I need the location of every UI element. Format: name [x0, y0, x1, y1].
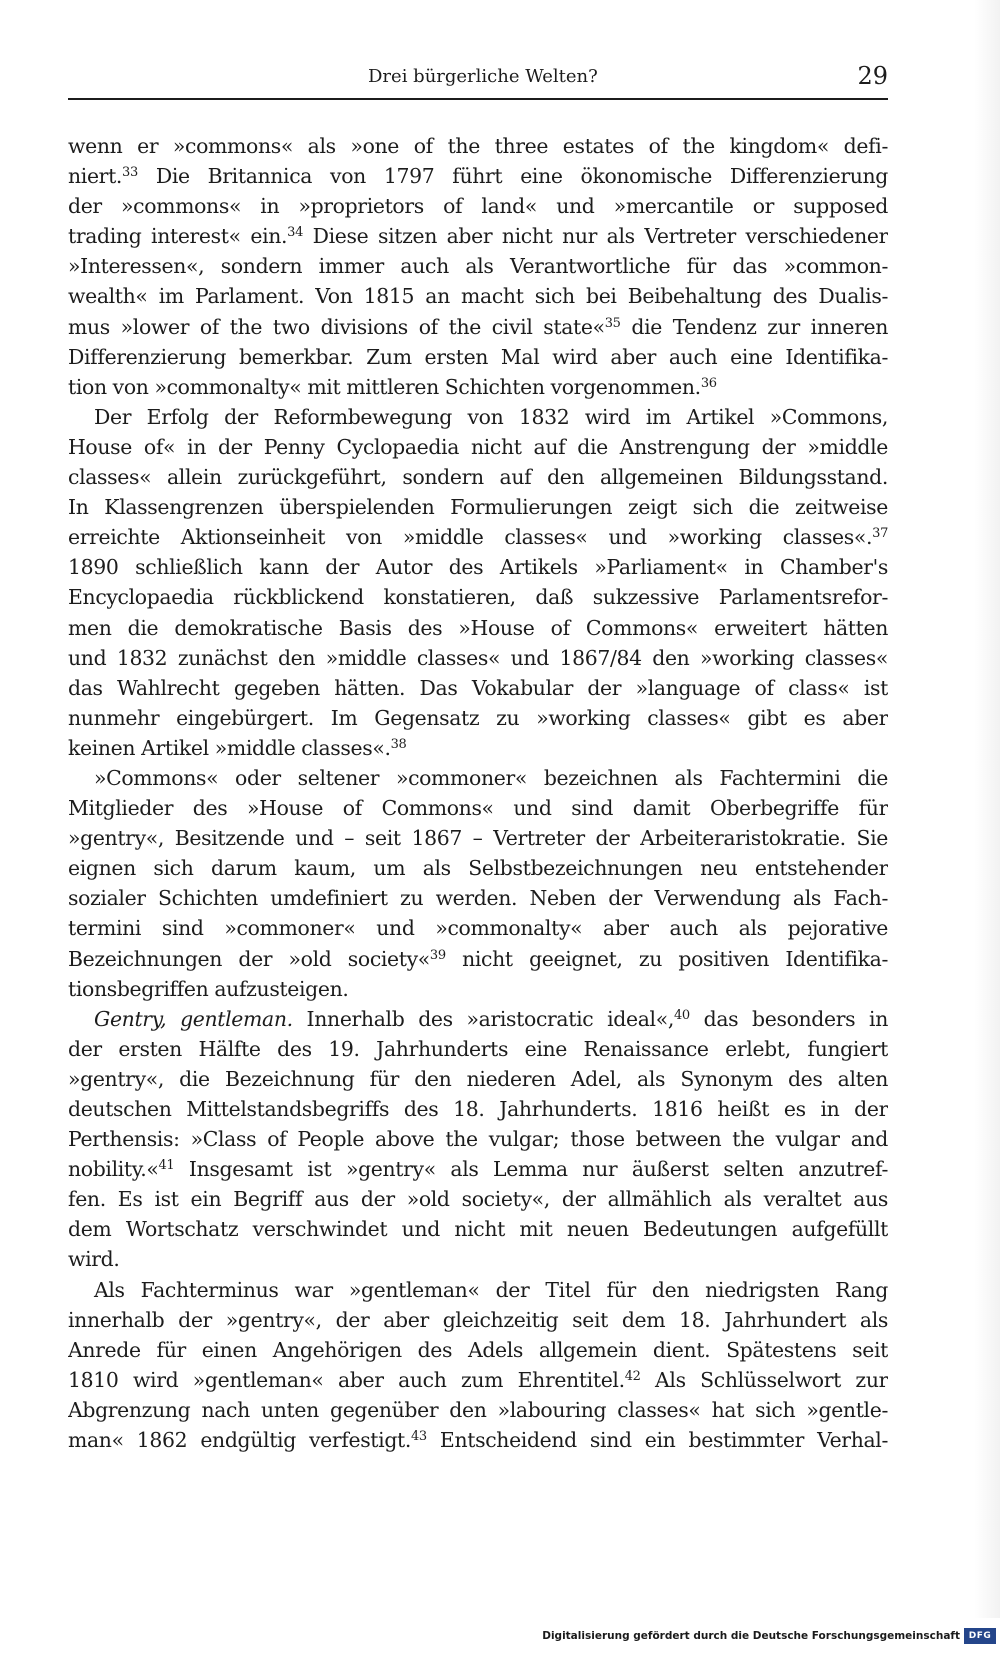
- page-number: 29: [857, 62, 888, 90]
- footnote-reference: 33: [122, 164, 138, 180]
- footnote-reference: 38: [390, 736, 407, 752]
- text-line: [68, 1425, 888, 1455]
- text-line: [68, 161, 888, 191]
- text-segment: Als Fachterminus war »gentleman« der Titel für den niedrigsten Rang: [94, 1277, 888, 1302]
- text-line: [68, 1184, 888, 1214]
- text-segment: »Commons« oder seltener »commoner« bezeichnen als Fachtermini die: [94, 765, 888, 790]
- dfg-logo: DFG: [964, 1628, 996, 1644]
- text-segment: Der Erfolg der Reformbewegung von 1832 wird im Artikel »Commons,: [94, 404, 888, 429]
- scan-edge-shadow: [974, 0, 1000, 1618]
- text-segment: »Interessen«, sondern immer auch als Verantwortliche für das »common-: [68, 254, 888, 279]
- text-line: [68, 1305, 888, 1335]
- text-line: [68, 883, 888, 913]
- text-line: [68, 974, 888, 1004]
- footnote-reference: 37: [872, 526, 888, 542]
- text-line: [68, 191, 888, 221]
- text-line: [68, 312, 888, 342]
- text-segment: tionsbegriffen aufzusteigen.: [68, 976, 349, 1001]
- body-text: [68, 131, 888, 1455]
- text-line: [68, 1094, 888, 1124]
- text-line: [68, 1365, 888, 1395]
- text-line: [68, 582, 888, 612]
- text-segment: sozialer Schichten umdefiniert zu werden. Neben der Verwendung als Fach-: [68, 886, 888, 911]
- digitization-footer: [0, 1618, 1000, 1660]
- footnote-reference: 42: [624, 1368, 641, 1384]
- footnote-reference: 34: [287, 225, 303, 241]
- text-line: [68, 944, 888, 974]
- text-line: [68, 853, 888, 883]
- text-segment: House of« in der Penny Cyclopaedia nicht auf die Anstrengung der »middle: [68, 434, 888, 459]
- text-segment: »gentry«, Besitzende und – seit 1867 – Vertreter der Arbeiteraristokratie. Sie: [68, 826, 888, 851]
- footnote-reference: 36: [700, 375, 717, 391]
- text-segment: keinen Artikel »middle classes«.: [68, 735, 391, 760]
- footnote-reference: 43: [411, 1428, 427, 1444]
- text-segment: innerhalb der »gentry«, der aber gleichzeitig seit dem 18. Jahrhundert als: [68, 1307, 888, 1332]
- section-keyword: Gentry, gentleman.: [94, 1006, 293, 1031]
- text-segment: trading interest« ein.: [68, 224, 288, 249]
- text-segment: men die demokratische Basis des »House of Commons« erweitert hätten: [68, 615, 888, 640]
- text-line: [68, 1124, 888, 1154]
- text-segment: deutschen Mittelstandsbegriffs des 18. Jahrhunderts. 1816 heißt es in der: [68, 1097, 888, 1121]
- text-segment: erreichte Aktionseinheit von »middle classes« und »working classes«.: [68, 525, 873, 550]
- running-title: Drei bürgerliche Welten?: [368, 66, 598, 87]
- text-line: [68, 733, 888, 763]
- text-line: [68, 1064, 888, 1094]
- text-line: [68, 1335, 888, 1365]
- text-segment: Diese sitzen aber nicht nur als Vertreter verschiedener: [303, 224, 888, 249]
- text-segment: mus »lower of the two divisions of the civil state«: [68, 314, 605, 339]
- text-segment: Perthensis: »Class of People above the vulgar; those between the vulgar and: [68, 1127, 888, 1152]
- text-segment: wird.: [68, 1247, 120, 1272]
- text-segment: das besonders in: [689, 1006, 888, 1031]
- text-segment: 1810 wird »gentleman« aber auch zum Ehrentitel.: [68, 1367, 625, 1392]
- footnote-reference: 39: [429, 947, 446, 963]
- text-segment: nunmehr eingebürgert. Im Gegensatz zu »working classes« gibt es aber: [68, 705, 888, 730]
- footnote-reference: 40: [673, 1007, 690, 1023]
- text-segment: In Klassengrenzen überspielenden Formulierungen zeigt sich die zeitweise: [68, 495, 888, 520]
- text-line: [68, 703, 888, 733]
- text-segment: man« 1862 endgültig verfestigt.: [68, 1428, 412, 1453]
- text-line: [68, 432, 888, 462]
- text-line: [68, 1395, 888, 1425]
- text-segment: eignen sich darum kaum, um als Selbstbezeichnungen neu entstehender: [68, 856, 888, 881]
- text-line: [68, 643, 888, 673]
- text-segment: fen. Es ist ein Begriff aus der »old society«, der allmählich als veraltet aus: [68, 1187, 888, 1212]
- text-line: [68, 372, 888, 402]
- text-segment: Innerhalb des »aristocratic ideal«,: [292, 1006, 674, 1031]
- text-line: [68, 522, 888, 552]
- text-segment: der ersten Hälfte des 19. Jahrhunderts eine Renaissance erlebt, fungiert: [68, 1036, 888, 1061]
- text-segment: und 1832 zunächst den »middle classes« und 1867/84 den »working classes«: [68, 645, 888, 670]
- text-segment: wealth« im Parlament. Von 1815 an macht sich bei Beibehaltung des Dualis-: [68, 284, 888, 309]
- text-line: [68, 1214, 888, 1244]
- text-line: [68, 342, 888, 372]
- text-line: [68, 673, 888, 703]
- text-segment: niert.: [68, 164, 123, 189]
- text-line: [68, 251, 888, 281]
- text-segment: nobility.«: [68, 1157, 159, 1182]
- text-segment: tion von »commonalty« mit mittleren Schichten vorgenommen.: [68, 374, 701, 399]
- text-line: [68, 221, 888, 251]
- text-segment: nicht geeignet, zu positiven Identifika-: [445, 946, 888, 971]
- text-segment: das Wahlrecht gegeben hätten. Das Vokabular der »language of class« ist: [68, 675, 888, 700]
- text-segment: Als Schlüsselwort zur: [640, 1367, 888, 1392]
- text-line: [68, 1275, 888, 1305]
- text-segment: classes« allein zurückgeführt, sondern auf den allgemeinen Bildungsstand.: [68, 465, 888, 490]
- text-line: [68, 763, 888, 793]
- text-segment: Entscheidend sind ein bestimmter Verhal-: [426, 1428, 888, 1453]
- text-segment: Bezeichnungen der »old society«: [68, 946, 430, 971]
- text-segment: 1890 schließlich kann der Autor des Artikels »Parliament« in Chamber's: [68, 555, 888, 580]
- text-line: [68, 402, 888, 432]
- text-line: [68, 1004, 888, 1034]
- text-segment: Die Britannica von 1797 führt eine ökonomische Differenzierung: [137, 164, 888, 189]
- text-segment: Differenzierung bemerkbar. Zum ersten Mal wird aber auch eine Identifika-: [68, 344, 888, 369]
- text-segment: der »commons« in »proprietors of land« und »mercantile or supposed: [68, 194, 888, 219]
- text-segment: Abgrenzung nach unten gegenüber den »labouring classes« hat sich »gentle-: [68, 1397, 888, 1422]
- text-segment: Encyclopaedia rückblickend konstatieren, daß sukzessive Parlamentsrefor-: [68, 585, 888, 610]
- text-line: [68, 1154, 888, 1184]
- text-segment: wenn er »commons« als »one of the three estates of the kingdom« defi-: [68, 134, 888, 158]
- text-line: [68, 281, 888, 311]
- text-segment: dem Wortschatz verschwindet und nicht mit neuen Bedeutungen aufgefüllt: [68, 1217, 888, 1242]
- text-segment: Anrede für einen Angehörigen des Adels allgemein dient. Spätestens seit: [68, 1337, 888, 1362]
- text-segment: termini sind »commoner« und »commonalty« aber auch als pejorative: [68, 916, 888, 941]
- text-line: [68, 913, 888, 943]
- text-line: [68, 1034, 888, 1064]
- text-line: [68, 793, 888, 823]
- text-line: [68, 1244, 888, 1274]
- text-line: [68, 823, 888, 853]
- text-line: [68, 492, 888, 522]
- text-segment: »gentry«, die Bezeichnung für den niederen Adel, als Synonym des alten: [68, 1066, 888, 1091]
- funding-note: Digitalisierung gefördert durch die Deutsche Forschungsgemeinschaft: [542, 1630, 960, 1642]
- text-line: [68, 552, 888, 582]
- text-segment: Mitglieder des »House of Commons« und sind damit Oberbegriffe für: [68, 796, 888, 821]
- text-segment: die Tendenz zur inneren: [620, 314, 888, 339]
- text-segment: Insgesamt ist »gentry« als Lemma nur äußerst selten anzutref-: [174, 1157, 888, 1182]
- footnote-reference: 35: [604, 315, 621, 331]
- text-line: [68, 613, 888, 643]
- text-line: [68, 131, 888, 161]
- footnote-reference: 41: [158, 1158, 175, 1174]
- text-line: [68, 462, 888, 492]
- running-header: [68, 60, 888, 100]
